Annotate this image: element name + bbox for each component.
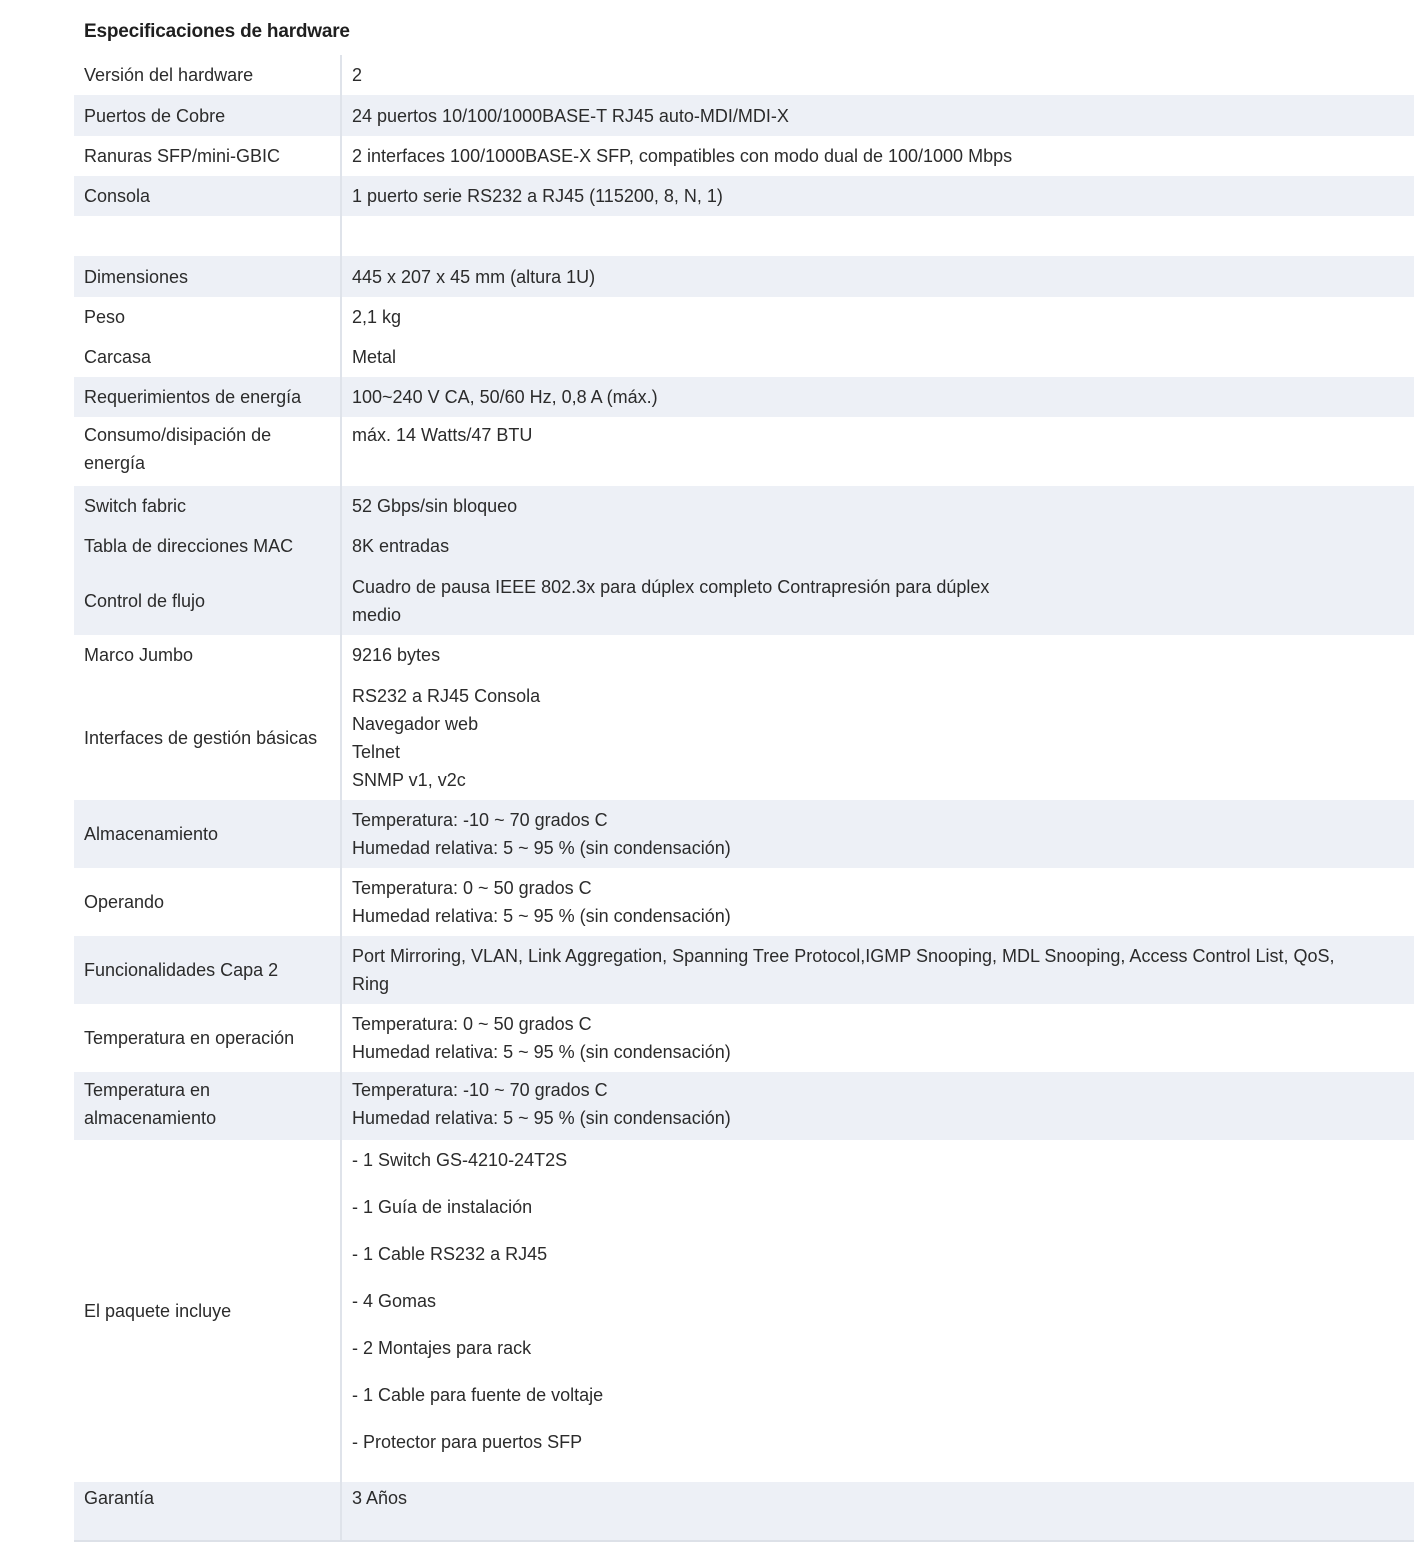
spec-label: Consumo/disipación de energía	[74, 417, 342, 486]
spec-value-line: 2,1 kg	[352, 307, 402, 327]
spec-value-line: Navegador web	[352, 713, 479, 734]
spec-label	[74, 216, 342, 256]
spec-label: Temperatura en operación	[74, 1004, 342, 1072]
spec-label: Consola	[74, 176, 342, 216]
spec-row-mac-table	[74, 526, 1414, 566]
spec-row-storage	[74, 800, 1414, 868]
spec-row-copper-ports	[74, 95, 1414, 136]
package-item: - 2 Montajes para rack	[352, 1338, 532, 1358]
spec-label: Puertos de Cobre	[74, 95, 342, 136]
spec-value	[342, 800, 1414, 868]
spec-value-line: 2 interfaces 100/1000BASE-X SFP, compatibles con modo dual de 100/1000 Mbps	[352, 146, 1013, 166]
spec-row-flow-control	[74, 566, 1414, 635]
spec-row-jumbo-frame	[74, 635, 1414, 675]
spec-value-line: 2	[352, 65, 363, 85]
spec-value	[342, 216, 1414, 256]
spec-value-line: Temperatura: -10 ~ 70 grados C	[352, 1080, 608, 1100]
spec-value	[342, 1140, 1414, 1482]
spec-value	[342, 526, 1414, 566]
spec-value	[342, 868, 1414, 936]
spec-row-operating-temperature	[74, 1004, 1414, 1072]
spec-value	[342, 95, 1414, 136]
spec-row-storage-temperature	[74, 1072, 1414, 1140]
package-item: - 1 Guía de instalación	[352, 1197, 533, 1217]
spec-label: Requerimientos de energía	[74, 377, 342, 417]
spec-row-package-contents	[74, 1140, 1414, 1482]
spec-value-line: Temperatura: 0 ~ 50 grados C	[352, 878, 592, 898]
spec-value-line: 8K entradas	[352, 536, 450, 556]
package-item: - 1 Cable RS232 a RJ45	[352, 1244, 548, 1264]
package-item: - 4 Gomas	[352, 1291, 437, 1311]
spec-value	[342, 337, 1414, 377]
spec-label: Switch fabric	[74, 486, 342, 526]
spec-label: Peso	[74, 297, 342, 337]
spec-value-line: Humedad relativa: 5 ~ 95 % (sin condensación)	[352, 1042, 731, 1062]
spec-value-line: 24 puertos 10/100/1000BASE-T RJ45 auto-MDI/MDI-X	[352, 105, 789, 126]
spec-value-line: Port Mirroring, VLAN, Link Aggregation, Spanning Tree Protocol,IGMP Snooping, MDL Snooping, Access Control List, QoS,	[352, 946, 1335, 966]
spec-value	[342, 566, 1414, 635]
spec-value	[342, 297, 1414, 337]
spec-value-line: 445 x 207 x 45 mm (altura 1U)	[352, 266, 596, 287]
spec-value	[342, 55, 1414, 95]
spec-label: Marco Jumbo	[74, 635, 342, 675]
specs-table	[74, 55, 1414, 1542]
spec-value-line: Ring	[352, 974, 390, 994]
spec-row-hardware-version	[74, 55, 1414, 95]
spec-value	[342, 377, 1414, 417]
spec-label: Tabla de direcciones MAC	[74, 526, 342, 566]
spec-label: Versión del hardware	[74, 55, 342, 95]
spec-label: Interfaces de gestión básicas	[74, 675, 342, 800]
spec-value	[342, 1072, 1414, 1140]
spec-row-empty	[74, 216, 1414, 256]
spec-value-line: 52 Gbps/sin bloqueo	[352, 496, 518, 516]
spec-label: Control de flujo	[74, 566, 342, 635]
spec-value	[342, 417, 1414, 486]
spec-value	[342, 1004, 1414, 1072]
spec-row-housing	[74, 337, 1414, 377]
spec-row-switch-fabric	[74, 486, 1414, 526]
package-item: - 1 Switch GS-4210-24T2S	[352, 1150, 568, 1170]
spec-value	[342, 486, 1414, 526]
spec-row-power-requirements	[74, 377, 1414, 417]
spec-value-line: Humedad relativa: 5 ~ 95 % (sin condensación)	[352, 838, 731, 858]
spec-label: El paquete incluye	[74, 1140, 342, 1482]
spec-label: Ranuras SFP/mini-GBIC	[74, 136, 342, 176]
spec-row-power-consumption	[74, 417, 1414, 486]
spec-value	[342, 635, 1414, 675]
spec-label: Operando	[74, 868, 342, 936]
spec-value-line: Telnet	[352, 741, 401, 762]
package-item: - Protector para puertos SFP	[352, 1432, 583, 1452]
spec-label: Temperatura en almacenamiento	[74, 1072, 342, 1140]
spec-value-line: 100~240 V CA, 50/60 Hz, 0,8 A (máx.)	[352, 387, 658, 407]
spec-value	[342, 256, 1414, 297]
spec-label: Funcionalidades Capa 2	[74, 936, 342, 1004]
spec-label: Garantía	[74, 1482, 342, 1540]
spec-value-line: máx. 14 Watts/47 BTU	[352, 425, 533, 445]
spec-value	[342, 675, 1414, 800]
spec-value-line: 9216 bytes	[352, 645, 441, 665]
spec-row-layer2-features	[74, 936, 1414, 1004]
spec-row-operating	[74, 868, 1414, 936]
spec-value	[342, 136, 1414, 176]
spec-label: Dimensiones	[74, 256, 342, 297]
spec-value	[342, 1482, 1414, 1540]
section-title: Especificaciones de hardware	[84, 21, 350, 42]
spec-value-line: 1 puerto serie RS232 a RJ45 (115200, 8, N, 1)	[352, 186, 723, 206]
spec-value-line: Temperatura: -10 ~ 70 grados C	[352, 810, 608, 830]
spec-value-line: Cuadro de pausa IEEE 802.3x para dúplex completo Contrapresión para dúplex	[352, 576, 990, 597]
spec-row-warranty	[74, 1482, 1414, 1540]
spec-value-line: SNMP v1, v2c	[352, 769, 466, 790]
spec-value-line: RS232 a RJ45 Consola	[352, 685, 541, 706]
spec-row-management-interfaces	[74, 675, 1414, 800]
spec-row-weight	[74, 297, 1414, 337]
spec-value-line: Temperatura: 0 ~ 50 grados C	[352, 1014, 592, 1034]
spec-row-console	[74, 176, 1414, 216]
spec-row-sfp-slots	[74, 136, 1414, 176]
spec-label: Almacenamiento	[74, 800, 342, 868]
package-item: - 1 Cable para fuente de voltaje	[352, 1385, 604, 1405]
spec-value-line: Metal	[352, 347, 397, 367]
spec-value	[342, 936, 1414, 1004]
spec-value-line: medio	[352, 604, 402, 625]
spec-value-line: Humedad relativa: 5 ~ 95 % (sin condensación)	[352, 906, 731, 926]
spec-value-line: Humedad relativa: 5 ~ 95 % (sin condensación)	[352, 1108, 731, 1128]
spec-value	[342, 176, 1414, 216]
spec-row-dimensions	[74, 256, 1414, 297]
spec-value-line: 3 Años	[352, 1488, 408, 1508]
spec-label: Carcasa	[74, 337, 342, 377]
